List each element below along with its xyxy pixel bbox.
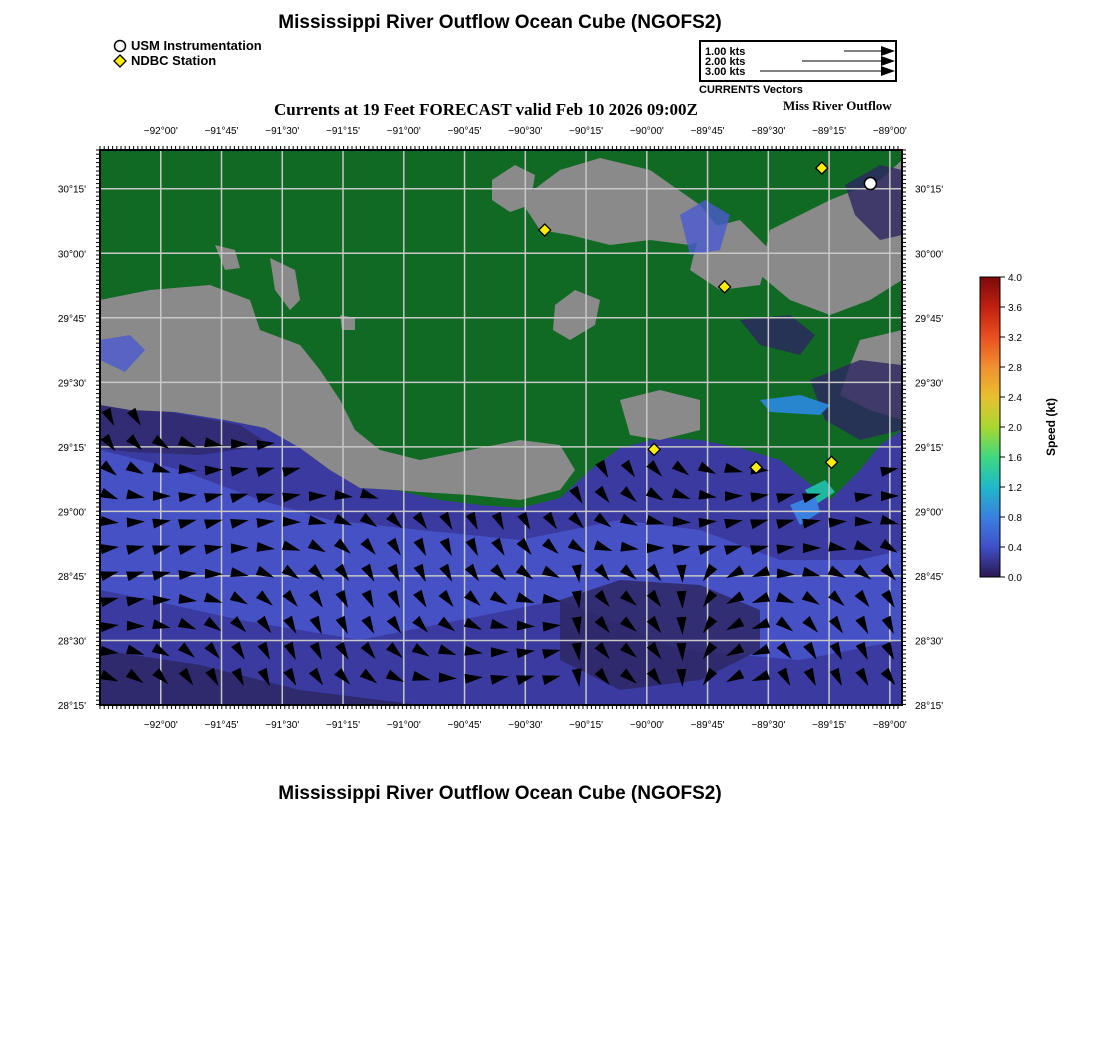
latitude-label: 28°45' bbox=[57, 571, 86, 583]
latitude-label: 30°15' bbox=[57, 184, 86, 196]
colorbar-tick-label: 1.2 bbox=[1008, 483, 1022, 494]
colorbar-gradient bbox=[980, 277, 1000, 577]
longitude-label: −90°00' bbox=[629, 720, 664, 731]
vector-key-caption: CURRENTS Vectors bbox=[699, 84, 803, 96]
longitude-label: −91°15' bbox=[326, 720, 361, 731]
longitude-label: −89°00' bbox=[872, 126, 907, 137]
latitude-labels-right bbox=[915, 185, 943, 712]
longitude-label: −90°45' bbox=[447, 720, 482, 731]
longitude-label: −89°00' bbox=[872, 720, 907, 731]
longitude-label: −90°45' bbox=[447, 126, 482, 137]
vector-key-label: 3.00 kts bbox=[705, 66, 746, 78]
longitude-label: −89°30' bbox=[751, 126, 786, 137]
latitude-label: 28°15' bbox=[915, 701, 944, 712]
latitude-label: 29°00' bbox=[57, 507, 86, 519]
longitude-labels-bottom bbox=[144, 720, 907, 731]
forecast-subtitle: Currents at 19 Feet FORECAST valid Feb 10 2026 09:00Z bbox=[274, 100, 698, 119]
latitude-label: 29°15' bbox=[57, 442, 86, 454]
colorbar-tick-label: 1.6 bbox=[1008, 453, 1022, 464]
longitude-label: −91°45' bbox=[204, 126, 239, 137]
longitude-label: −91°00' bbox=[386, 126, 421, 137]
longitude-label: −91°45' bbox=[204, 720, 239, 731]
latitude-label: 30°00' bbox=[57, 249, 86, 261]
colorbar-tick-label: 2.8 bbox=[1008, 363, 1022, 374]
colorbar-tick-label: 4.0 bbox=[1008, 273, 1022, 284]
latitude-label: 29°45' bbox=[915, 313, 944, 325]
latitude-label: 28°45' bbox=[915, 571, 944, 583]
colorbar-tick-label: 3.2 bbox=[1008, 333, 1022, 344]
latitude-label: 28°30' bbox=[57, 636, 86, 648]
latitude-label: 29°30' bbox=[915, 378, 944, 390]
longitude-label: −91°00' bbox=[386, 720, 421, 731]
vector-key-label: 1.00 kts bbox=[705, 46, 746, 58]
longitude-label: −90°00' bbox=[629, 126, 664, 137]
chart-title-bottom: Mississippi River Outflow Ocean Cube (NGOFS2) bbox=[278, 783, 722, 804]
colorbar-tick-label: 0.4 bbox=[1008, 543, 1022, 554]
latitude-label: 29°15' bbox=[915, 442, 944, 454]
longitude-labels-top bbox=[144, 126, 907, 137]
latitude-label: 29°45' bbox=[57, 313, 86, 325]
latitude-labels-left bbox=[58, 185, 86, 712]
colorbar-tick-label: 0.8 bbox=[1008, 513, 1022, 524]
speed-colorbar bbox=[980, 273, 1022, 584]
map-area bbox=[100, 150, 902, 705]
longitude-label: −89°45' bbox=[690, 126, 725, 137]
vector-key-label: 2.00 kts bbox=[705, 56, 746, 68]
chart-title: Mississippi River Outflow Ocean Cube (NGOFS2) bbox=[278, 12, 722, 33]
legend-ndbc-label: NDBC Station bbox=[131, 53, 217, 68]
colorbar-tick-label: 3.6 bbox=[1008, 303, 1022, 314]
longitude-label: −89°15' bbox=[812, 126, 847, 137]
longitude-label: −90°15' bbox=[569, 720, 604, 731]
barataria-bay bbox=[620, 390, 700, 440]
colorbar-tick-label: 2.0 bbox=[1008, 423, 1022, 434]
colorbar-tick-label: 0.0 bbox=[1008, 573, 1022, 584]
longitude-label: −89°15' bbox=[812, 720, 847, 731]
longitude-label: −91°15' bbox=[326, 126, 361, 137]
longitude-label: −90°30' bbox=[508, 126, 543, 137]
latitude-label: 30°15' bbox=[915, 184, 944, 196]
legend-usm-label: USM Instrumentation bbox=[131, 38, 262, 53]
latitude-label: 29°00' bbox=[915, 507, 944, 519]
latitude-label: 28°15' bbox=[57, 701, 86, 712]
longitude-label: −90°15' bbox=[569, 126, 604, 137]
colorbar-label: Speed (kt) bbox=[1044, 397, 1058, 457]
longitude-label: −92°00' bbox=[143, 126, 178, 137]
latitude-label: 29°30' bbox=[57, 378, 86, 390]
longitude-label: −91°30' bbox=[265, 720, 300, 731]
usm-station-marker bbox=[864, 178, 876, 190]
colorbar-tick-label: 2.4 bbox=[1008, 393, 1022, 404]
latitude-label: 28°30' bbox=[915, 636, 944, 648]
longitude-label: −92°00' bbox=[143, 720, 178, 731]
longitude-label: −89°45' bbox=[690, 720, 725, 731]
latitude-label: 30°00' bbox=[915, 249, 944, 261]
longitude-label: −91°30' bbox=[265, 126, 300, 137]
longitude-label: −89°30' bbox=[751, 720, 786, 731]
region-label: Miss River Outflow bbox=[783, 98, 892, 113]
longitude-label: −90°30' bbox=[508, 720, 543, 731]
